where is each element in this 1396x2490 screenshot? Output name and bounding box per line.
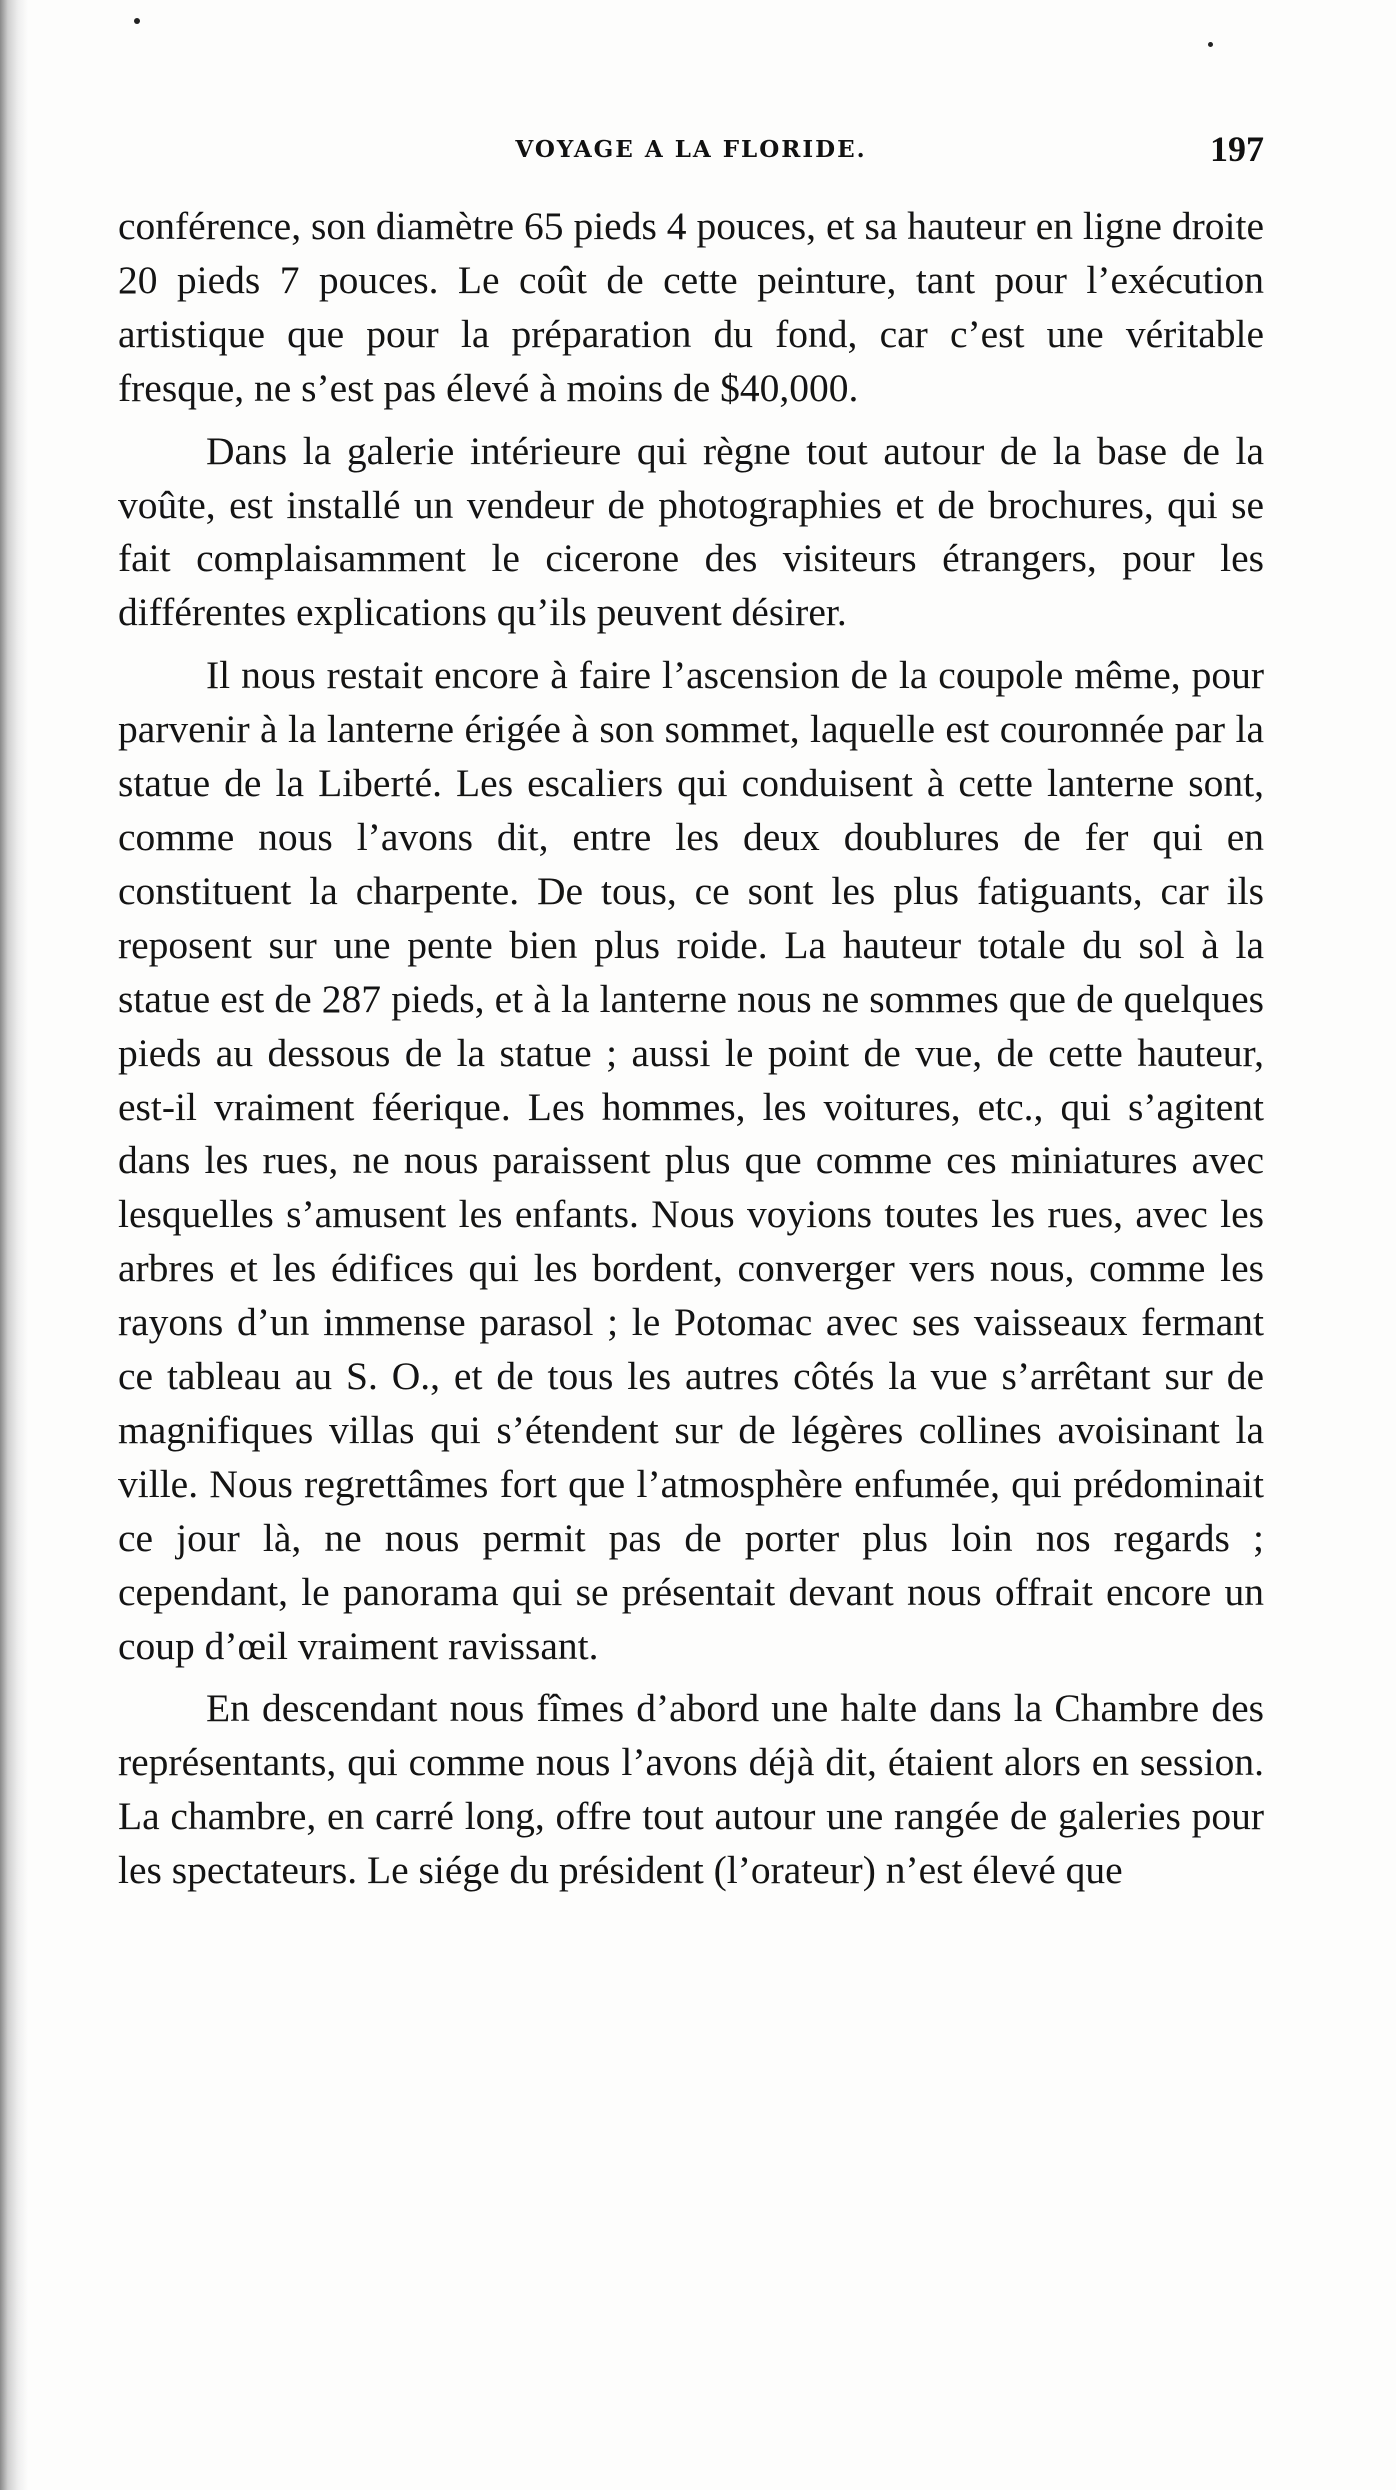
page-number: 197 xyxy=(1210,129,1264,169)
paragraph-continued: conférence, son diamètre 65 pieds 4 pouces, et sa hauteur en ligne droite 20 pieds 7 pouces. Le coût de cette peinture, tant pour l’exécution artistique que pour la préparation du fond, car c’est une véritable fresque, ne s’est pas élevé à moins de $40,000. xyxy=(118,204,1264,410)
running-title: VOYAGE A LA FLORIDE. xyxy=(515,136,867,163)
running-head xyxy=(118,128,1264,172)
paragraph: En descendant nous fîmes d’abord une halte dans la Chambre des représentants, qui comme nous l’avons déjà dit, étaient alors en session. La chambre, en carré long, offre tout autour une rangée de galeries pour les spectateurs. Le siége du président (l’orateur) n’est élevé que xyxy=(118,1686,1264,1893)
scan-margin-shadow xyxy=(0,0,28,2490)
body-text xyxy=(118,200,1264,1907)
ink-speck xyxy=(1208,42,1213,47)
ink-speck xyxy=(134,18,140,24)
paragraph: Il nous restait encore à faire l’ascension de la coupole même, pour parvenir à la lanterne érigée à son sommet, laquelle est couronnée par la statue de la Liberté. Les escaliers qui conduisent à cette lanterne sont, comme nous l’avons dit, entre les deux doublures de fer qui en constituent la charpente. De tous, ce sont les plus fatiguants, car ils reposent sur une pente bien plus roide. La hauteur totale du sol à la statue est de 287 pieds, et à la lanterne nous ne sommes que de quelques pieds au dessous de la statue ; aussi le point de vue, de cette hauteur, est-il vraiment féerique. Les hommes, les voitures, etc., qui s’agitent dans les rues, ne nous paraissent plus que comme ces miniatures avec lesquelles s’amusent les enfants. Nous voyions toutes les rues, avec les arbres et les édifices qui les bordent, converger vers nous, comme les rayons d’un immense parasol ; le Potomac avec ses vaisseaux fermant ce tableau au S. O., et de tous les autres côtés la vue s’arrêtant sur de magnifiques villas qui s’étendent sur de légères collines avoisinant la ville. Nous regrettâmes fort que l’atmosphère enfumée, qui prédominait ce jour là, ne nous permit pas de porter plus loin nos regards ; cependant, le panorama qui se présentait devant nous offrait encore un coup d’œil vraiment ravissant. xyxy=(118,653,1264,1668)
paragraph: Dans la galerie intérieure qui règne tout autour de la base de la voûte, est installé un vendeur de photographies et de brochures, qui se fait complaisamment le cicerone des visiteurs étrangers, pour les différentes explications qu’ils peuvent désirer. xyxy=(118,428,1264,635)
